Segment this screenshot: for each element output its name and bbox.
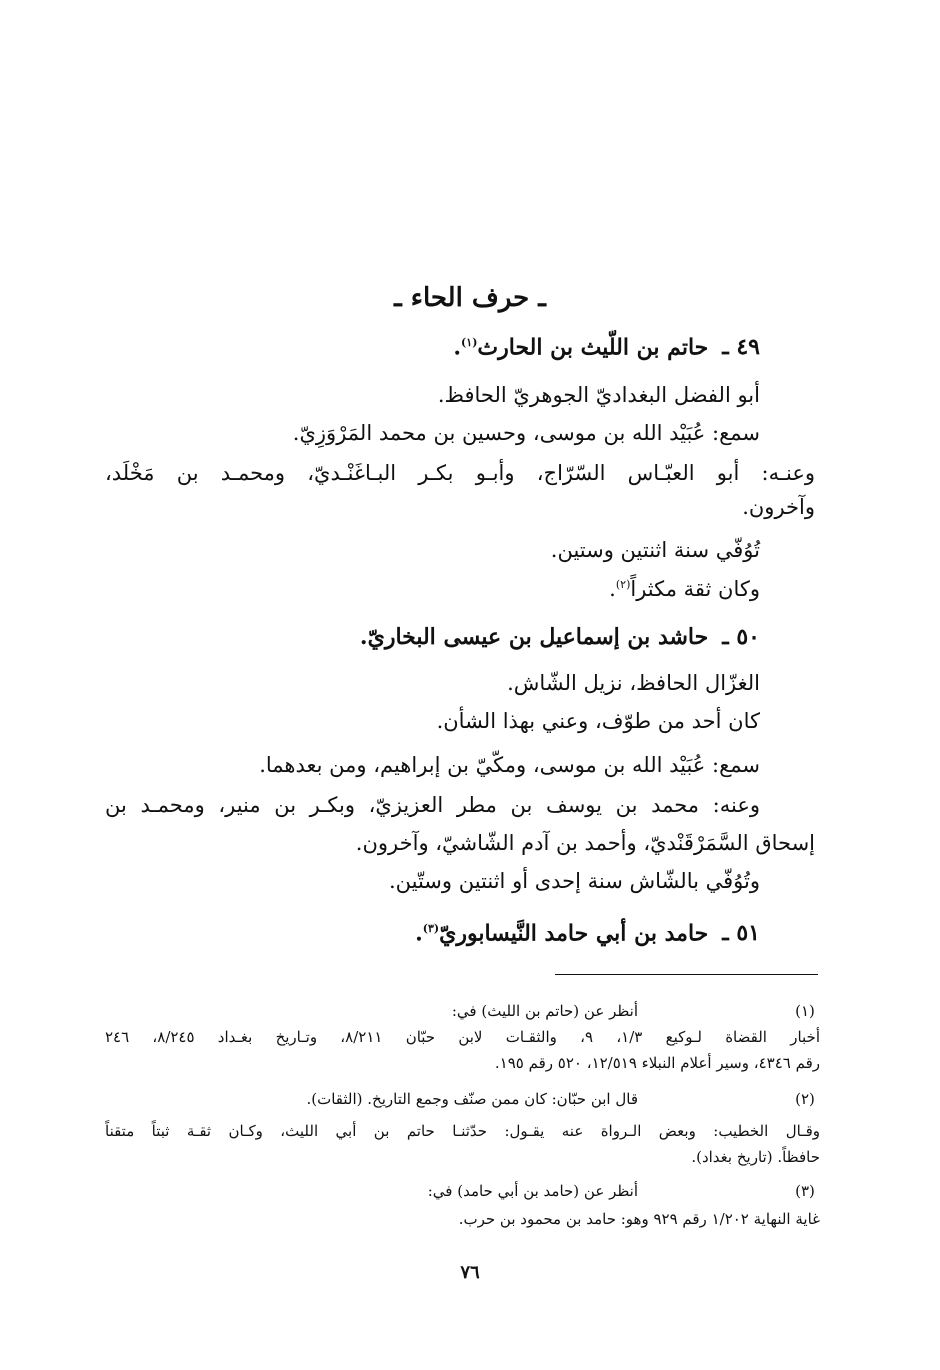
footnote-line: حافظاً. (تاريخ بغداد). (691, 1148, 820, 1166)
text-line: سمع: عُبَيْد الله بن موسى، وحسين بن محمد المَرْوَزِيّ. (292, 421, 760, 445)
text-line: وعنه: محمد بن يوسف بن مطر العزيزيّ، وبكـر بن منير، ومحمـد بن (105, 793, 760, 817)
footnote-line: رقم ٤٣٤٦، وسير أعلام النبلاء ١٢/٥١٩، ٥٢٠ رقم ١٩٥. (494, 1054, 820, 1072)
footnote-line: أنظر عن (حاتم بن الليث) في: (451, 1002, 638, 1020)
entry-number: ٥١ ـ (722, 920, 760, 947)
footnote-mark: (١) (795, 1002, 815, 1020)
text-line: وتُوُفّي بالشّاش سنة إحدى أو اثنتين وستّين. (388, 869, 760, 893)
chapter-title: ـ حرف الحاء ـ (394, 283, 546, 313)
entry-number: ٥٠ ـ (722, 624, 760, 650)
entry-name: حامد بن أبي حامد النَّيسابوريّ (439, 920, 709, 947)
text-line: أبو الفضل البغداديّ الجوهريّ الحافظ. (437, 383, 760, 407)
entry-heading-51: ٥١ ـحامد بن أبي حامد النَّيسابوريّ$^{(٣)}$. (415, 920, 760, 947)
footnote-ref: (١) (461, 336, 478, 349)
entry-number: ٤٩ ـ (722, 334, 760, 361)
text-line: سمع: عُبَيْد الله بن موسى، ومكّيّ بن إبراهيم، ومن بعدهما. (259, 753, 760, 777)
text-line: وآخرون. (742, 495, 815, 519)
text-line: وعنـه: أبو العبّـاس السّرّاج، وأبـو بكـر البـاغَنْـديّ، ومحمـد بن مَخْلَد، (105, 461, 815, 485)
text-line: الغزّال الحافظ، نزيل الشّاش. (507, 671, 760, 695)
footnote-divider (555, 974, 818, 975)
text-line: وكان ثقة مكثراً$^{(٢)}$. (609, 577, 760, 601)
footnote-mark: (٣) (795, 1182, 815, 1200)
entry-name: حاتم بن اللّيث بن الحارث (477, 334, 709, 361)
footnote-ref: (٣) (422, 922, 440, 935)
text-line: تُوُفّي سنة اثنتين وستين. (550, 538, 760, 562)
text-line: إسحاق السَّمَرْقَنْديّ، وأحمد بن آدم الشّاشيّ، وآخرون. (355, 831, 815, 855)
footnote-line: أخبار القضاة لـوكيع ١/٣، ٩، والثقـات لابن حبّان ٨/٢١١، وتـاريخ بغـداد ٨/٢٤٥، ٢٤٦ (105, 1028, 820, 1046)
footnote-line: قال ابن حبّان: كان ممن صنّف وجمع التاريخ. (الثقات). (306, 1090, 638, 1108)
footnote-line: أنظر عن (حامد بن أبي حامد) في: (427, 1182, 638, 1200)
footnote-line: غاية النهاية ١/٢٠٢ رقم ٩٢٩ وهو: حامد بن محمود بن حرب. (458, 1210, 820, 1228)
entry-name: حاشد بن إسماعيل بن عيسى البخاريّ (367, 624, 709, 650)
entry-heading-49: ٤٩ ـحاتم بن اللّيث بن الحارث$^{(١)}$. (453, 334, 760, 361)
footnote-line: وقـال الخطيب: وبعض الـرواة عنه يقـول: حدّثنـا حاتم بن أبي الليث، وكـان ثقـة ثبتاً متقناً (105, 1122, 820, 1140)
text-line: كان أحد من طوّف، وعني بهذا الشأن. (436, 709, 760, 733)
page-number: ٧٦ (460, 1262, 480, 1283)
entry-heading-50: ٥٠ ـحاشد بن إسماعيل بن عيسى البخاريّ. (359, 624, 760, 650)
footnote-mark: (٢) (795, 1090, 815, 1108)
footnote-ref: (٢) (615, 578, 631, 591)
